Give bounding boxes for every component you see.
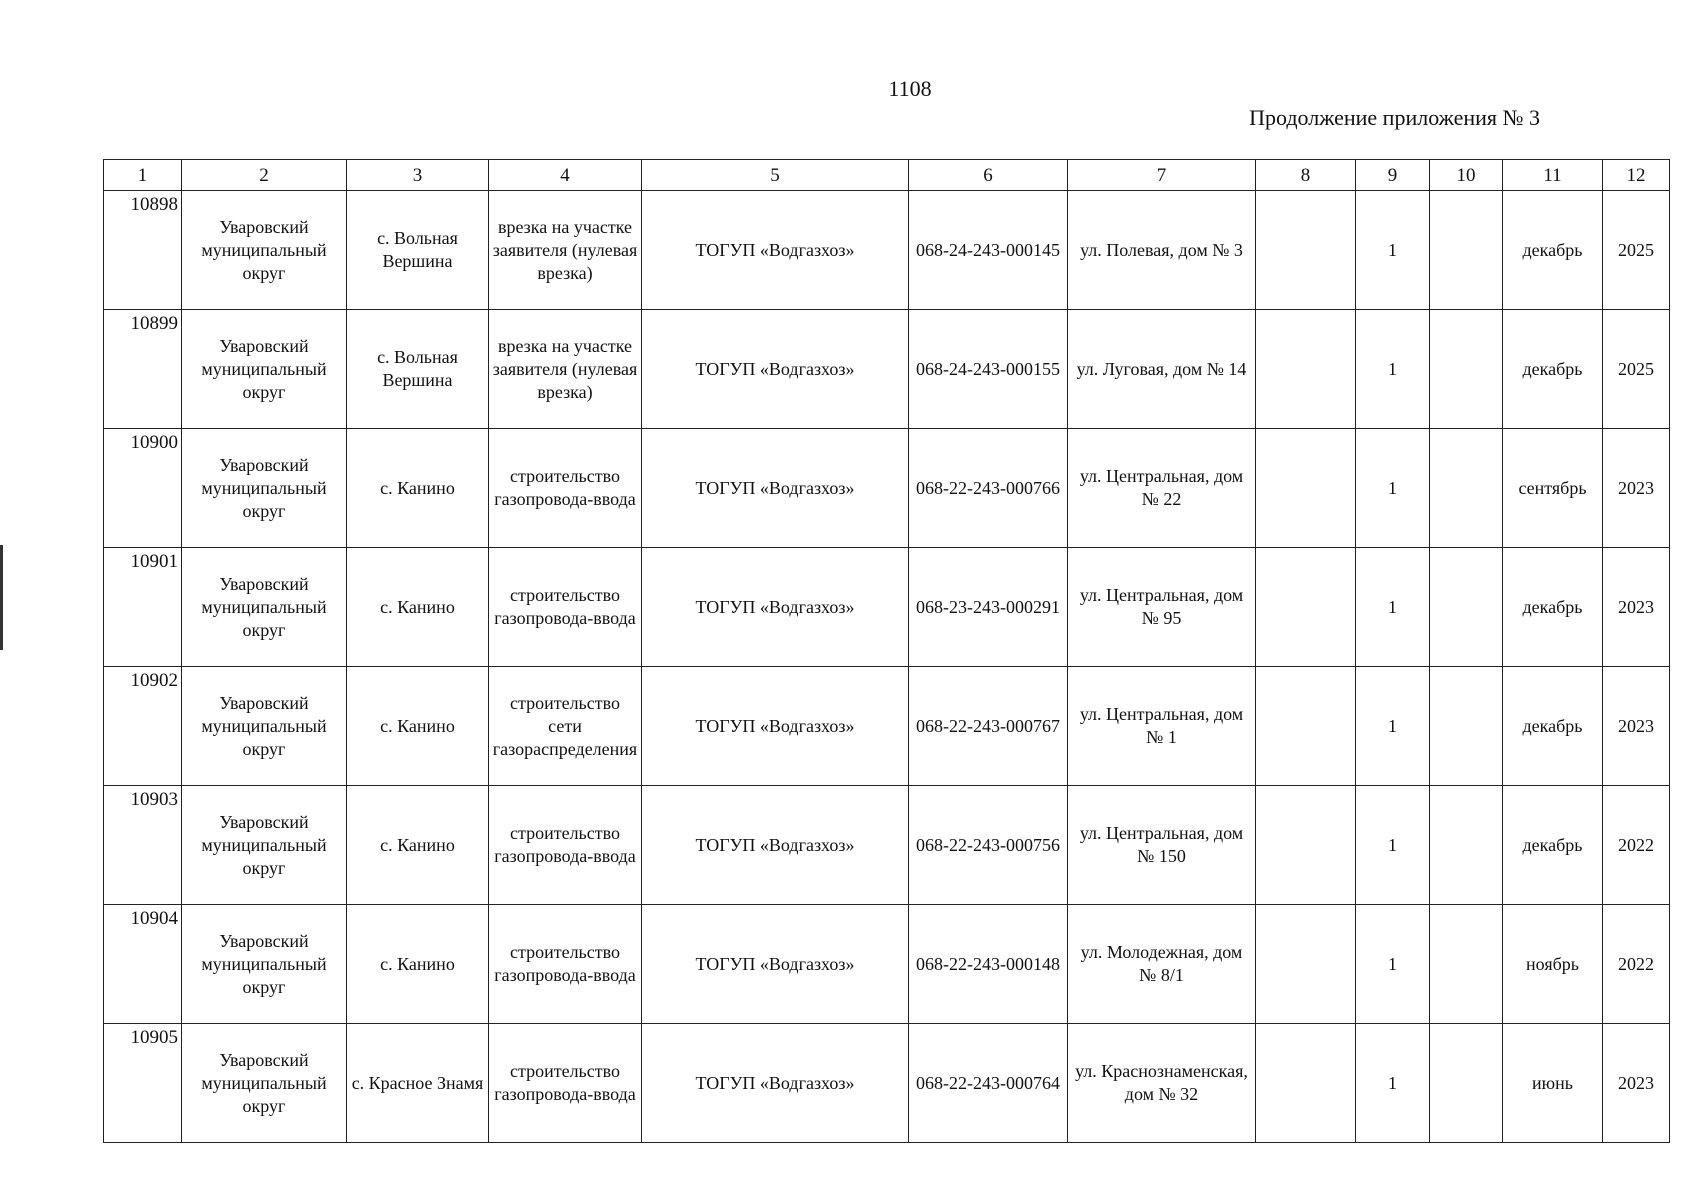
work-type-cell: строительство газопровода-ввода: [489, 905, 642, 1024]
empty-cell: [1256, 667, 1356, 786]
organization-cell: ТОГУП «Водгазхоз»: [642, 1024, 909, 1143]
empty-cell: [1430, 548, 1503, 667]
column-header: 10: [1430, 160, 1503, 191]
count-cell: 1: [1356, 905, 1430, 1024]
district-cell: Уваровский муниципальный округ: [182, 310, 347, 429]
work-type-cell: строительство сети газораспределения: [489, 667, 642, 786]
page-number: 1108: [888, 76, 932, 101]
district-cell: Уваровский муниципальный округ: [182, 548, 347, 667]
empty-cell: [1256, 310, 1356, 429]
address-cell: ул. Центральная, дом № 95: [1068, 548, 1256, 667]
month-cell: декабрь: [1503, 786, 1603, 905]
empty-cell: [1430, 310, 1503, 429]
year-cell: 2023: [1603, 667, 1670, 786]
settlement-cell: с. Вольная Вершина: [347, 191, 489, 310]
column-header: 1: [104, 160, 182, 191]
row-number: 10900: [104, 429, 182, 548]
column-header: 6: [909, 160, 1068, 191]
organization-cell: ТОГУП «Водгазхоз»: [642, 667, 909, 786]
column-header: 5: [642, 160, 909, 191]
empty-cell: [1256, 429, 1356, 548]
month-cell: декабрь: [1503, 191, 1603, 310]
work-type-cell: строительство газопровода-ввода: [489, 548, 642, 667]
empty-cell: [1430, 191, 1503, 310]
row-number: 10901: [104, 548, 182, 667]
address-cell: ул. Краснознаменская, дом № 32: [1068, 1024, 1256, 1143]
empty-cell: [1256, 1024, 1356, 1143]
address-cell: ул. Центральная, дом № 1: [1068, 667, 1256, 786]
year-cell: 2022: [1603, 905, 1670, 1024]
month-cell: декабрь: [1503, 548, 1603, 667]
settlement-cell: с. Красное Знамя: [347, 1024, 489, 1143]
address-cell: ул. Центральная, дом № 22: [1068, 429, 1256, 548]
table-row: [104, 667, 1670, 786]
work-type-cell: врезка на участке заявителя (нулевая врезка): [489, 191, 642, 310]
appendix-note: Продолжение приложения № 3: [1249, 105, 1540, 130]
year-cell: 2022: [1603, 786, 1670, 905]
column-header: 3: [347, 160, 489, 191]
row-number: 10899: [104, 310, 182, 429]
settlement-cell: с. Канино: [347, 786, 489, 905]
settlement-cell: с. Канино: [347, 667, 489, 786]
code-cell: 068-24-243-000145: [909, 191, 1068, 310]
work-type-cell: строительство газопровода-ввода: [489, 786, 642, 905]
count-cell: 1: [1356, 191, 1430, 310]
count-cell: 1: [1356, 548, 1430, 667]
year-cell: 2023: [1603, 429, 1670, 548]
count-cell: 1: [1356, 1024, 1430, 1143]
empty-cell: [1256, 548, 1356, 667]
registry-table: [103, 159, 1670, 1143]
district-cell: Уваровский муниципальный округ: [182, 429, 347, 548]
row-number: 10898: [104, 191, 182, 310]
count-cell: 1: [1356, 786, 1430, 905]
organization-cell: ТОГУП «Водгазхоз»: [642, 548, 909, 667]
header-row: [104, 160, 1670, 191]
code-cell: 068-23-243-000291: [909, 548, 1068, 667]
organization-cell: ТОГУП «Водгазхоз»: [642, 429, 909, 548]
organization-cell: ТОГУП «Водгазхоз»: [642, 310, 909, 429]
scan-edge-mark: [0, 545, 3, 650]
table-row: [104, 191, 1670, 310]
row-number: 10903: [104, 786, 182, 905]
table-row: [104, 548, 1670, 667]
row-number: 10902: [104, 667, 182, 786]
count-cell: 1: [1356, 310, 1430, 429]
row-number: 10905: [104, 1024, 182, 1143]
month-cell: декабрь: [1503, 667, 1603, 786]
column-header: 2: [182, 160, 347, 191]
address-cell: ул. Центральная, дом № 150: [1068, 786, 1256, 905]
year-cell: 2025: [1603, 310, 1670, 429]
table-row: [104, 310, 1670, 429]
address-cell: ул. Молодежная, дом № 8/1: [1068, 905, 1256, 1024]
work-type-cell: строительство газопровода-ввода: [489, 429, 642, 548]
organization-cell: ТОГУП «Водгазхоз»: [642, 786, 909, 905]
code-cell: 068-22-243-000766: [909, 429, 1068, 548]
empty-cell: [1256, 786, 1356, 905]
empty-cell: [1430, 667, 1503, 786]
table-row: [104, 786, 1670, 905]
code-cell: 068-24-243-000155: [909, 310, 1068, 429]
year-cell: 2023: [1603, 1024, 1670, 1143]
row-number: 10904: [104, 905, 182, 1024]
code-cell: 068-22-243-000764: [909, 1024, 1068, 1143]
column-header: 9: [1356, 160, 1430, 191]
empty-cell: [1430, 786, 1503, 905]
district-cell: Уваровский муниципальный округ: [182, 667, 347, 786]
settlement-cell: с. Вольная Вершина: [347, 310, 489, 429]
settlement-cell: с. Канино: [347, 905, 489, 1024]
code-cell: 068-22-243-000767: [909, 667, 1068, 786]
organization-cell: ТОГУП «Водгазхоз»: [642, 905, 909, 1024]
column-header: 11: [1503, 160, 1603, 191]
empty-cell: [1256, 905, 1356, 1024]
district-cell: Уваровский муниципальный округ: [182, 1024, 347, 1143]
address-cell: ул. Полевая, дом № 3: [1068, 191, 1256, 310]
table-row: [104, 1024, 1670, 1143]
empty-cell: [1256, 191, 1356, 310]
year-cell: 2025: [1603, 191, 1670, 310]
column-header: 7: [1068, 160, 1256, 191]
month-cell: сентябрь: [1503, 429, 1603, 548]
settlement-cell: с. Канино: [347, 548, 489, 667]
district-cell: Уваровский муниципальный округ: [182, 786, 347, 905]
empty-cell: [1430, 1024, 1503, 1143]
month-cell: июнь: [1503, 1024, 1603, 1143]
work-type-cell: врезка на участке заявителя (нулевая врезка): [489, 310, 642, 429]
table-row: [104, 429, 1670, 548]
district-cell: Уваровский муниципальный округ: [182, 905, 347, 1024]
address-cell: ул. Луговая, дом № 14: [1068, 310, 1256, 429]
table-row: [104, 905, 1670, 1024]
settlement-cell: с. Канино: [347, 429, 489, 548]
empty-cell: [1430, 905, 1503, 1024]
year-cell: 2023: [1603, 548, 1670, 667]
month-cell: ноябрь: [1503, 905, 1603, 1024]
column-header: 4: [489, 160, 642, 191]
work-type-cell: строительство газопровода-ввода: [489, 1024, 642, 1143]
code-cell: 068-22-243-000756: [909, 786, 1068, 905]
column-header: 8: [1256, 160, 1356, 191]
empty-cell: [1430, 429, 1503, 548]
district-cell: Уваровский муниципальный округ: [182, 191, 347, 310]
count-cell: 1: [1356, 429, 1430, 548]
count-cell: 1: [1356, 667, 1430, 786]
month-cell: декабрь: [1503, 310, 1603, 429]
column-header: 12: [1603, 160, 1670, 191]
code-cell: 068-22-243-000148: [909, 905, 1068, 1024]
organization-cell: ТОГУП «Водгазхоз»: [642, 191, 909, 310]
